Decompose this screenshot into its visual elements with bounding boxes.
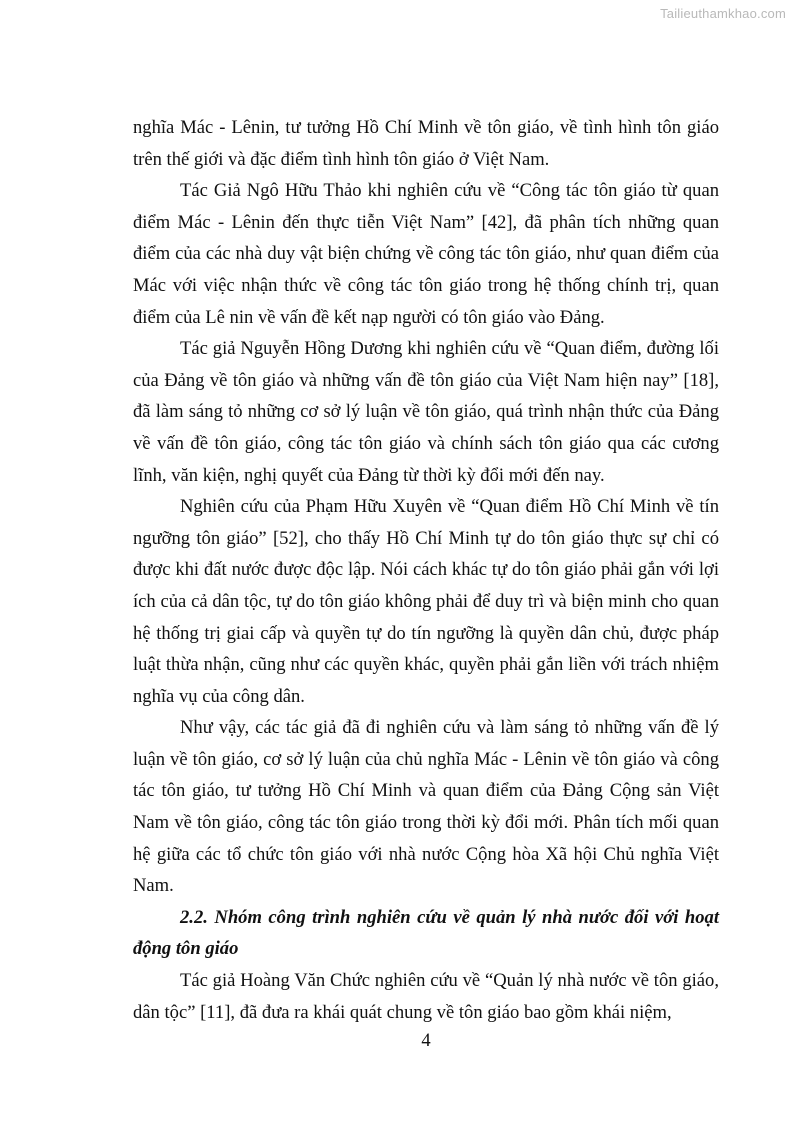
section-heading: 2.2. Nhóm công trình nghiên cứu về quản lý nhà nước đối với hoạt động tôn giáo <box>133 906 719 960</box>
paragraph-continued: nghĩa Mác - Lênin, tư tưởng Hồ Chí Minh về tôn giáo, về tình hình tôn giáo trên thế giới và đặc điểm tình hình tôn giáo ở Việt Nam. <box>133 117 719 170</box>
paragraph-hoang-van-chuc: Tác giả Hoàng Văn Chức nghiên cứu về “Quản lý nhà nước về tôn giáo, dân tộc” [11], đã đưa ra khái quát chung về tôn giáo bao gồm khái niệm, <box>133 970 719 1023</box>
paragraph-summary: Như vậy, các tác giả đã đi nghiên cứu và làm sáng tỏ những vấn đề lý luận về tôn giáo, cơ sở lý luận của chủ nghĩa Mác - Lênin về tôn giáo và công tác tôn giáo, tư tưởng Hồ Chí Minh và quan điểm của Đảng Cộng sản Việt Nam về tôn giáo, công tác tôn giáo trong thời kỳ đổi mới. Phân tích mối quan hệ giữa các tổ chức tôn giáo với nhà nước Cộng hòa Xã hội Chủ nghĩa Việt Nam. <box>133 717 719 897</box>
paragraph-pham-huu-xuyen: Nghiên cứu của Phạm Hữu Xuyên về “Quan điểm Hồ Chí Minh về tín ngưỡng tôn giáo” [52], cho thấy Hồ Chí Minh tự do tôn giáo thực sự chỉ có được khi đất nước được độc lập. Nói cách khác tự do tôn giáo phải gắn với lợi ích của cả dân tộc, tự do tôn giáo không phải để duy trì và biện minh cho quan hệ thống trị giai cấp và quyền tự do tín ngưỡng là quyền dân chủ, được pháp luật thừa nhận, cũng như các quyền khác, quyền phải gắn liền với trách nhiệm nghĩa vụ của công dân. <box>133 496 719 707</box>
watermark: Tailieuthamkhao.com <box>660 6 786 21</box>
paragraph-ngo-huu-thao: Tác Giả Ngô Hữu Thảo khi nghiên cứu về “Công tác tôn giáo từ quan điểm Mác - Lênin đến thực tiễn Việt Nam” [42], đã phân tích những quan điểm của các nhà duy vật biện chứng về công tác tôn giáo, như quan điểm của Mác với việc nhận thức về công tác tôn giáo trong hệ thống chính trị, quan điểm của Lê nin về vấn đề kết nạp người có tôn giáo vào Đảng. <box>133 180 719 328</box>
document-body <box>133 112 719 1028</box>
page-number: 4 <box>421 1030 431 1051</box>
paragraph-nguyen-hong-duong: Tác giả Nguyễn Hồng Dương khi nghiên cứu về “Quan điểm, đường lối của Đảng về tôn giáo và những vấn đề tôn giáo của Việt Nam hiện nay” [18], đã làm sáng tỏ những cơ sở lý luận về tôn giáo, quá trình nhận thức của Đảng về vấn đề tôn giáo, công tác tôn giáo và chính sách tôn giáo qua các cương lĩnh, văn kiện, nghị quyết của Đảng từ thời kỳ đổi mới đến nay. <box>133 338 719 486</box>
